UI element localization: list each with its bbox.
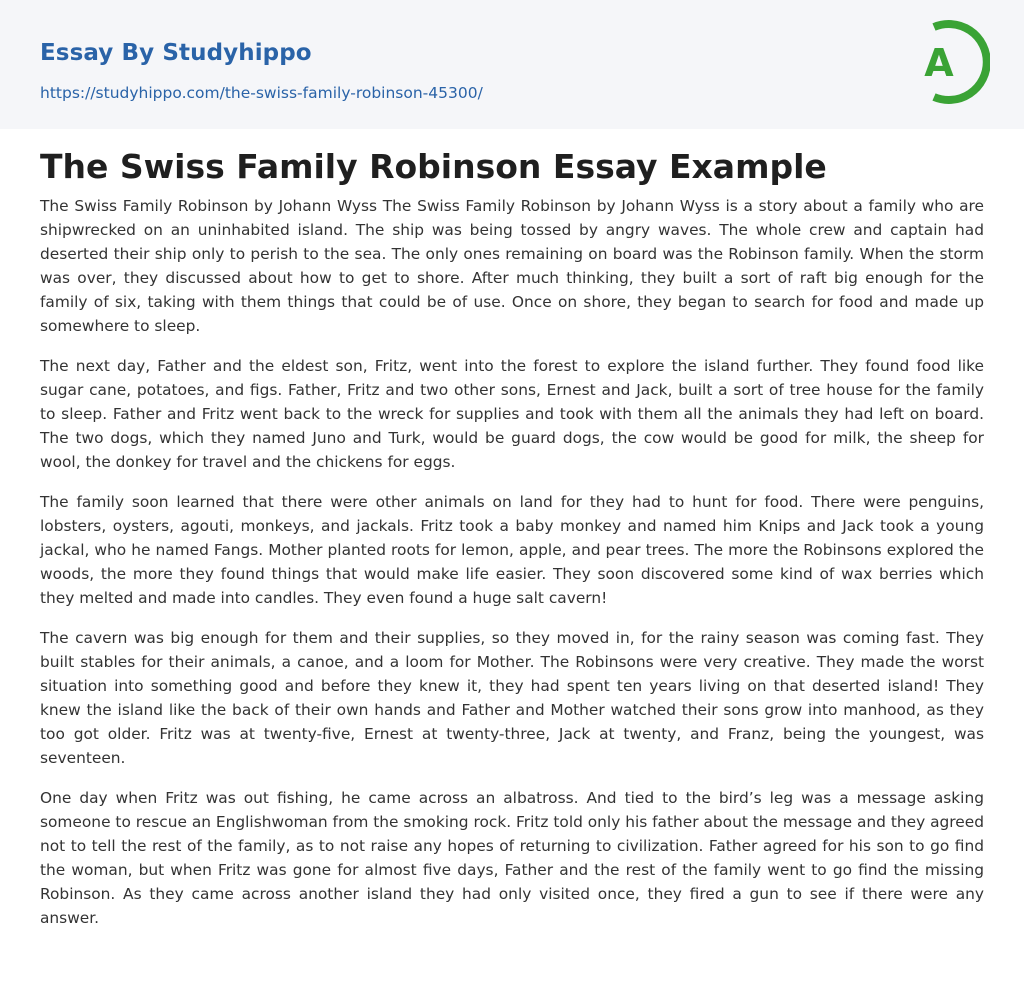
logo-letter: A bbox=[924, 41, 954, 85]
page-title: The Swiss Family Robinson Essay Example bbox=[40, 147, 827, 186]
essay-paragraph: The cavern was big enough for them and their supplies, so they moved in, for the rainy season was coming fast. They built stables for their animals, a canoe, and a loom for Mother. The Robinsons were very creative. They made the worst situation into something good and before they knew it, they had spent ten years living on that deserted island! They knew the island like the back of their own hands and Father and Mother watched their sons grow into manhood, as they too got older. Fritz was at twenty-five, Ernest at twenty-three, Jack at twenty, and Franz, being the youngest, was seventeen. bbox=[40, 629, 984, 767]
source-url-link[interactable]: https://studyhippo.com/the-swiss-family-robinson-45300/ bbox=[40, 84, 483, 102]
studyhippo-a-logo-icon[interactable] bbox=[908, 17, 990, 107]
essay-paragraph: The next day, Father and the eldest son, Fritz, went into the forest to explore the island further. They found food like sugar cane, potatoes, and figs. Father, Fritz and two other sons, Ernest and Jack, built a sort of tree house for the family to sleep. Father and Fritz went back to the wreck for supplies and took with them all the animals they had left on board. The two dogs, which they named Juno and Turk, would be guard dogs, the cow would be good for milk, the sheep for wool, the donkey for travel and the chickens for eggs. bbox=[40, 357, 984, 471]
essay-paragraph: The Swiss Family Robinson by Johann Wyss The Swiss Family Robinson by Johann Wyss is a story about a family who are shipwrecked on an uninhabited island. The ship was being tossed by angry waves. The whole crew and captain had deserted their ship only to perish to the sea. The only ones remaining on board was the Robinson family. When the storm was over, they discussed about how to get to shore. After much thinking, they built a sort of raft big enough for the family of six, taking with them things that could be of use. Once on shore, they began to search for food and made up somewhere to sleep. bbox=[40, 197, 984, 335]
site-brand-title[interactable]: Essay By Studyhippo bbox=[40, 40, 312, 66]
essay-body bbox=[40, 194, 984, 946]
page-header bbox=[0, 0, 1024, 129]
essay-paragraph: The family soon learned that there were other animals on land for they had to hunt for food. There were penguins, lobsters, oysters, agouti, monkeys, and jackals. Fritz took a baby monkey and named him Knips and Jack took a young jackal, who he named Fangs. Mother planted roots for lemon, apple, and pear trees. The more the Robinsons explored the woods, the more they found things that would make life easier. They soon discovered some kind of wax berries which they melted and made into candles. They even found a huge salt cavern! bbox=[40, 493, 984, 607]
essay-paragraph: One day when Fritz was out fishing, he came across an albatross. And tied to the bird’s leg was a message asking someone to rescue an Englishwoman from the smoking rock. Fritz told only his father about the message and they agreed not to tell the rest of the family, as to not raise any hopes of returning to civilization. Father agreed for his son to go find the woman, but when Fritz was gone for almost five days, Father and the rest of the family went to go find the missing Robinson. As they came across another island they had only visited once, they fired a gun to see if there were any answer. bbox=[40, 789, 984, 927]
